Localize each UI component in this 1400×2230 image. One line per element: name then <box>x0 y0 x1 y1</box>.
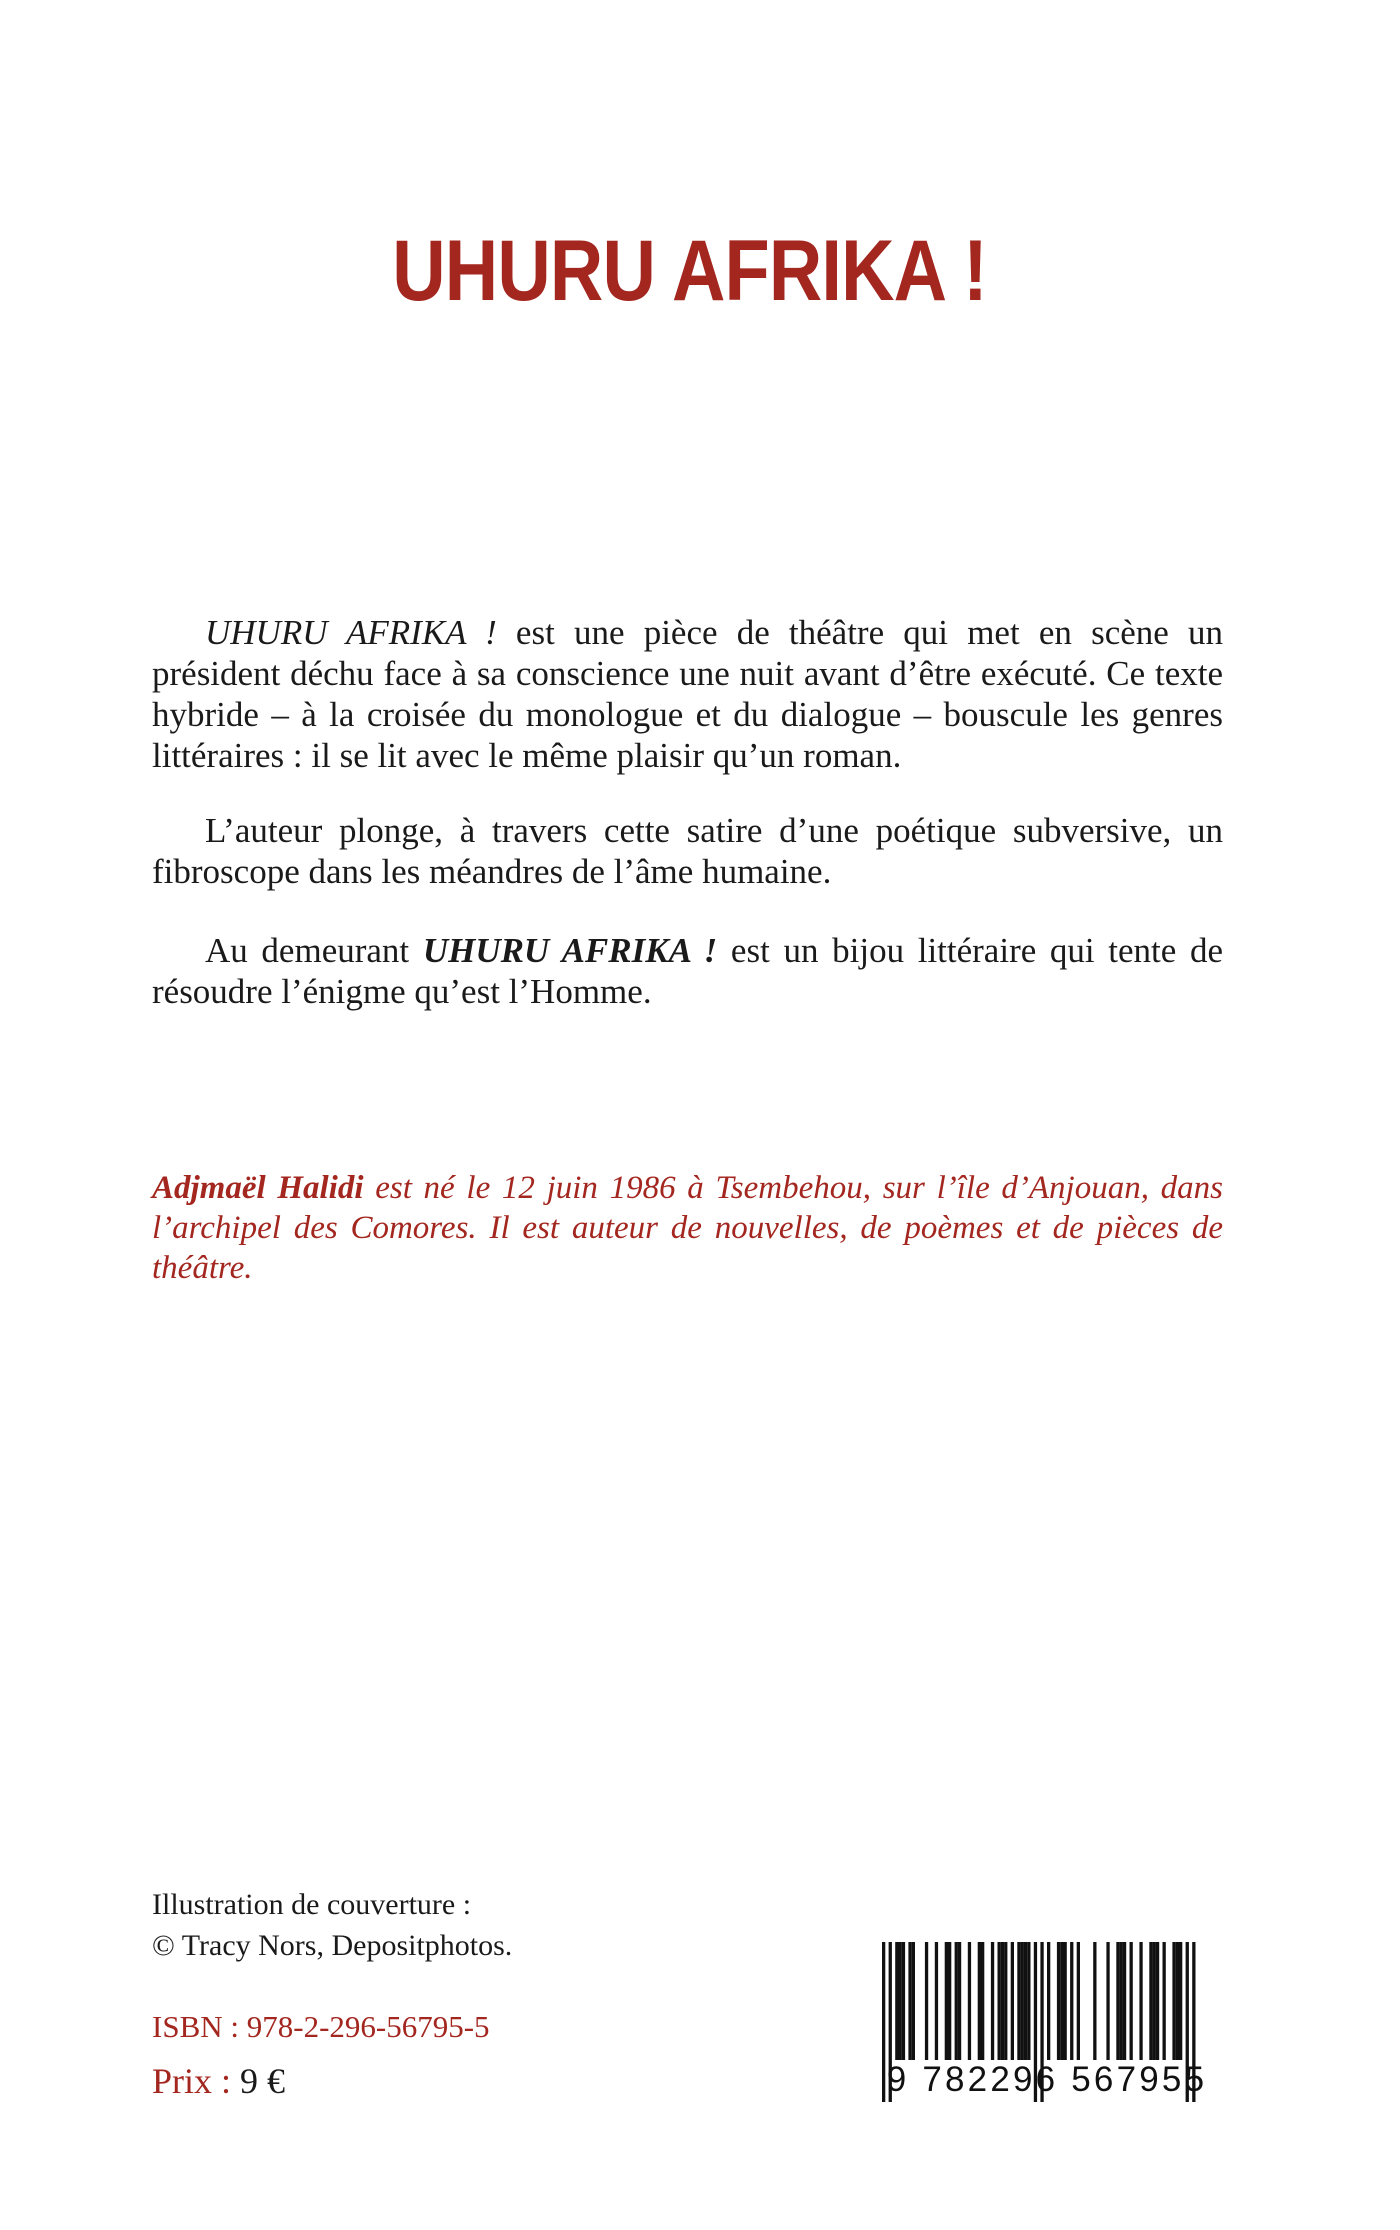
barcode-bar <box>895 1942 898 2060</box>
barcode-bar <box>1153 1942 1156 2060</box>
barcode-bar <box>1123 1942 1126 2060</box>
barcode-bar <box>1057 1942 1060 2060</box>
barcode-bar <box>935 1942 938 2060</box>
barcode-bar <box>955 1942 958 2060</box>
blurb-paragraph-2 <box>152 810 1223 892</box>
barcode-bar <box>1149 1942 1152 2060</box>
isbn: ISBN : 978-2-296-56795-5 <box>152 2009 490 2044</box>
barcode-bar <box>1093 1942 1096 2060</box>
price-label: Prix : <box>152 2061 241 2101</box>
barcode-bar <box>1139 1942 1142 2060</box>
barcode-bar <box>1047 1942 1050 2060</box>
barcode-bar <box>899 1942 902 2060</box>
barcode-bar <box>1179 1942 1182 2060</box>
blurb-title-bold-italic: UHURU AFRIKA ! <box>422 931 718 970</box>
blurb-paragraph-3 <box>152 930 1223 1012</box>
blurb-title-italic: UHURU AFRIKA ! <box>205 613 497 652</box>
blurb-paragraph-3-end: est un bijou littéraire qui tente de résoudre l’énigme qu’est l’Homme. <box>152 931 1224 1011</box>
cover-credits <box>152 1884 512 1966</box>
barcode-bar <box>1130 1942 1133 2060</box>
barcode-bar <box>902 1942 905 2060</box>
barcode-bar <box>1027 1942 1030 2060</box>
barcode-bar <box>908 1942 911 2060</box>
barcode-bar <box>981 1942 984 2060</box>
price <box>152 2060 285 2103</box>
barcode-bar <box>1172 1942 1175 2060</box>
barcode-bar <box>1017 1942 1020 2060</box>
barcode-bar <box>1064 1942 1067 2060</box>
barcode-bar <box>925 1942 928 2060</box>
barcode-bar <box>1106 1942 1109 2060</box>
barcode-bar <box>948 1942 951 2060</box>
barcode-bar <box>1176 1942 1179 2060</box>
barcode-bar <box>991 1942 994 2060</box>
barcode-bar <box>1116 1942 1119 2060</box>
credits-line-1: Illustration de couverture : <box>152 1888 472 1921</box>
blurb-paragraph-1 <box>152 612 1223 776</box>
barcode-bar <box>1011 1942 1014 2060</box>
barcode-bar <box>1001 1942 1004 2060</box>
author-name: Adjmaël Halidi <box>152 1170 364 1206</box>
barcode-bar <box>945 1942 948 2060</box>
blurb-paragraph-2-text: L’auteur plonge, à travers cette satire d’une poétique subversive, un fibroscope dans les méandres de l’âme humaine. <box>152 811 1223 891</box>
barcode-bar <box>998 1942 1001 2060</box>
blurb-paragraph-1-text: est une pièce de théâtre qui met en scène un président déchu face à sa conscience une nuit avant d’être exécuté. Ce texte hybride – à la croisée du monologue et du dialogue – bouscule les genres littéraires : il se lit avec le même plaisir qu’un roman. <box>152 613 1223 775</box>
barcode-bar <box>1070 1942 1073 2060</box>
barcode-bar <box>958 1942 961 2060</box>
book-title: UHURU AFRIKA ! <box>392 223 987 319</box>
barcode-bar <box>1156 1942 1159 2060</box>
barcode-bar <box>1060 1942 1063 2060</box>
barcode-bar <box>912 1942 915 2060</box>
barcode-bar <box>1077 1942 1080 2060</box>
blurb-paragraph-3-start: Au demeurant <box>205 931 423 970</box>
author-bio-text: est né le 12 juin 1986 à Tsembehou, sur l’île d’Anjouan, dans l’archipel des Comores. Il est auteur de nouvelles, de poèmes et de pièces de théâtre. <box>152 1170 1223 1286</box>
barcode-bar <box>1004 1942 1007 2060</box>
barcode-bar <box>1024 1942 1027 2060</box>
barcode-bar <box>1021 1942 1024 2060</box>
barcode-bar <box>978 1942 981 2060</box>
barcode-bar <box>1120 1942 1123 2060</box>
barcode-bar <box>1163 1942 1166 2060</box>
price-amount: 9 € <box>240 2061 286 2101</box>
author-bio <box>152 1168 1223 1288</box>
barcode-bar <box>968 1942 971 2060</box>
credits-line-2: © Tracy Nors, Depositphotos. <box>152 1929 513 1962</box>
barcode-digits: 9 782296 567955 <box>886 2060 1208 2099</box>
